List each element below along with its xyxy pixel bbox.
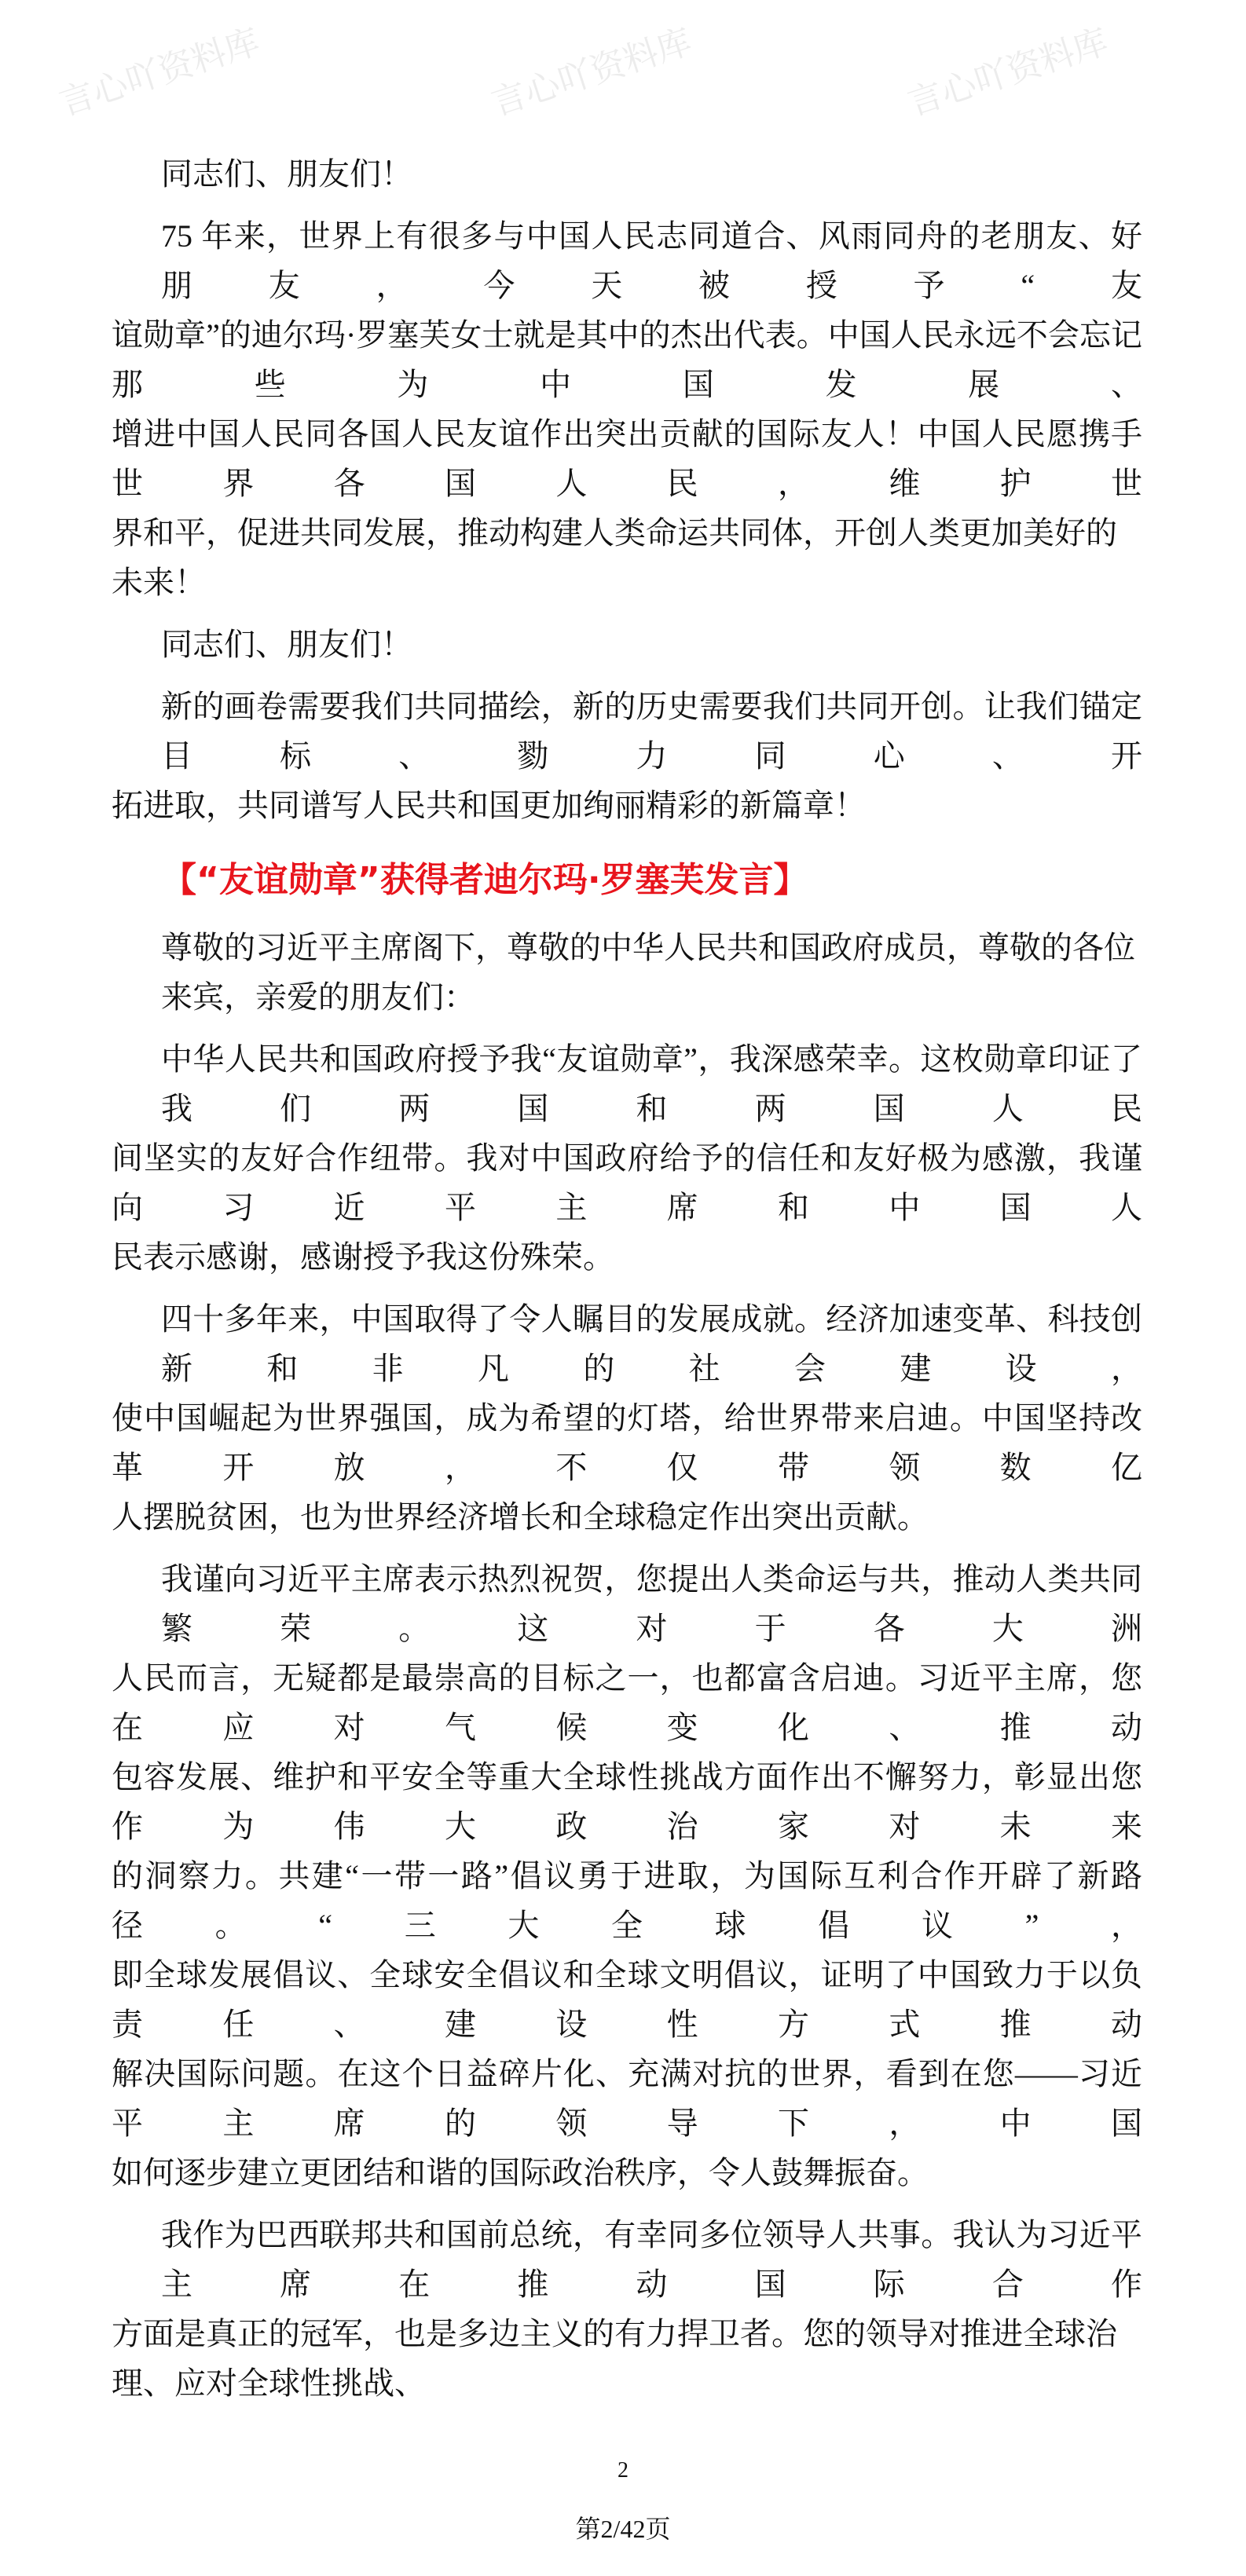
paragraph — [112, 620, 1142, 669]
text-line: 包容发展、维护和平安全等重大全球性挑战方面作出不懈努力，彰显出您作为伟大政治家对未来 — [112, 1759, 1142, 1844]
text-line: 解决国际问题。在这个日益碎片化、充满对抗的世界，看到在您——习近平主席的领导下，中国 — [112, 2056, 1142, 2141]
text-line: 人摆脱贫困，也为世界经济增长和全球稳定作出突出贡献。 — [112, 1499, 929, 1535]
paragraph — [112, 211, 1142, 607]
watermark-text: 言心吖资料库 — [54, 21, 265, 124]
paragraph — [112, 149, 1142, 199]
text-line: 即全球发展倡议、全球安全倡议和全球文明倡议，证明了中国致力于以负责任、建设性方式推动 — [112, 1957, 1142, 2042]
watermark-text: 言心吖资料库 — [486, 21, 697, 124]
text-line: 界和平，促进共同发展，推动构建人类命运共同体，开创人类更加美好的未来！ — [112, 515, 1117, 600]
paragraph — [112, 1554, 1142, 2197]
text-line: 中华人民共和国政府授予我“友谊勋章”，我深感荣幸。这枚勋章印证了我们两国和两国人民 — [161, 1041, 1142, 1126]
text-line: 方面是真正的冠军，也是多边主义的有力捍卫者。您的领导对推进全球治理、应对全球性挑战、 — [112, 2316, 1117, 2401]
paragraph — [112, 682, 1142, 830]
paragraph — [112, 1034, 1142, 1282]
text-line: 间坚实的友好合作纽带。我对中国政府给予的信任和友好极为感激，我谨向习近平主席和中国人 — [112, 1140, 1142, 1225]
text-line: 我谨向习近平主席表示热烈祝贺，您提出人类命运与共，推动人类共同繁荣。这对于各大洲 — [161, 1561, 1142, 1646]
text-line: 同志们、朋友们！ — [161, 156, 412, 192]
text-line: 同志们、朋友们！ — [161, 627, 412, 662]
page-footer: 第2/42页 — [575, 2515, 671, 2543]
section-heading: 【“友谊勋章”获得者迪尔玛·罗塞芙发言】 — [162, 860, 808, 900]
text-line: 民表示感谢，感谢授予我这份殊荣。 — [112, 1239, 614, 1275]
text-line: 新的画卷需要我们共同描绘，新的历史需要我们共同开创。让我们锚定目标、勠力同心、开 — [161, 689, 1142, 774]
page-number: 2 — [618, 2458, 628, 2483]
text-line: 增进中国人民同各国人民友谊作出突出贡献的国际友人！中国人民愿携手世界各国人民，维护世 — [112, 416, 1142, 501]
text-line: 人民而言，无疑都是最崇高的目标之一，也都富含启迪。习近平主席，您在应对气候变化、推动 — [112, 1660, 1142, 1745]
text-line: 如何逐步建立更团结和谐的国际政治秩序，令人鼓舞振奋。 — [112, 2155, 929, 2190]
text-line: 的洞察力。共建“一带一路”倡议勇于进取，为国际互利合作开辟了新路径。“三大全球倡议”， — [112, 1858, 1142, 1943]
text-line: 我作为巴西联邦共和国前总统，有幸同多位领导人共事。我认为习近平主席在推动国际合作 — [161, 2217, 1142, 2302]
text-line: 75 年来，世界上有很多与中国人民志同道合、风雨同舟的老朋友、好朋友，今天被授予“友 — [161, 218, 1142, 303]
paragraph — [112, 2210, 1142, 2408]
text-line: 四十多年来，中国取得了令人瞩目的发展成就。经济加速变革、科技创新和非凡的社会建设， — [161, 1301, 1142, 1386]
text-line: 使中国崛起为世界强国，成为希望的灯塔，给世界带来启迪。中国坚持改革开放，不仅带领数亿 — [112, 1400, 1142, 1485]
text-line: 谊勋章”的迪尔玛·罗塞芙女士就是其中的杰出代表。中国人民永远不会忘记那些为中国发展、 — [112, 317, 1142, 402]
watermark-text: 言心吖资料库 — [903, 21, 1113, 124]
text-line: 尊敬的习近平主席阁下，尊敬的中华人民共和国政府成员，尊敬的各位来宾，亲爱的朋友们： — [161, 930, 1135, 1015]
document-body — [112, 0, 1142, 2408]
paragraph — [112, 1294, 1142, 1542]
text-line: 拓进取，共同谱写人民共和国更加绚丽精彩的新篇章！ — [112, 788, 866, 823]
paragraph — [112, 923, 1142, 1022]
